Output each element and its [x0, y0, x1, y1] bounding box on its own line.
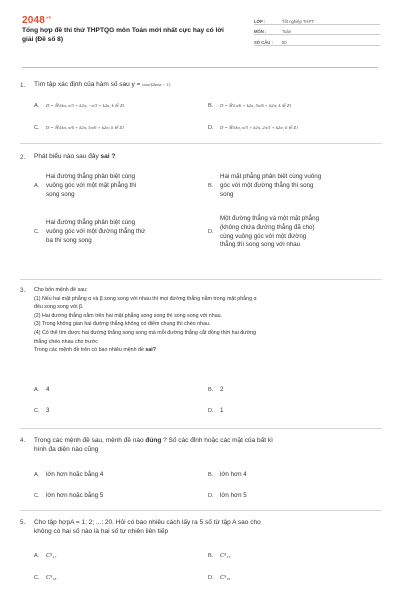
option-c[interactable]: C. C⁵₁₈: [34, 574, 57, 581]
option-b[interactable]: B. 2: [208, 386, 224, 393]
meta-row-count: SỐ CÂU : 50: [254, 35, 380, 46]
question-5: [20, 518, 382, 598]
option-b[interactable]: B. lớn hơn 4: [208, 471, 247, 478]
question-number: 1.: [20, 82, 26, 89]
question-text: Phát biểu nào sau đây sai ?: [34, 153, 116, 160]
option-d[interactable]: D. C⁵₁₆: [208, 574, 231, 581]
option-a[interactable]: A. 4: [34, 386, 50, 393]
option-c[interactable]: C. Hai đường thẳng phân biệt cùng vuông góc với một đường thẳng thứ ba thì song song: [34, 219, 146, 244]
header-divider: [22, 67, 378, 68]
question-number: 2.: [20, 154, 26, 161]
question-divider: [20, 510, 382, 511]
question-number: 4.: [20, 437, 26, 444]
meta-row-subject: MÔN : Toán: [254, 25, 380, 36]
option-d[interactable]: D. D = ℝ\{kπ, π/3 + k2π, 2π/3 + k2π; k ∈ Z}: [208, 125, 298, 131]
option-d[interactable]: D. lớn hơn 5: [208, 492, 247, 499]
question-number: 3.: [20, 287, 26, 294]
question-4: [20, 436, 382, 506]
option-a[interactable]: A. Hai đường thẳng phân biệt cùng vuông góc với một mặt phẳng thì song song: [34, 173, 137, 198]
option-b[interactable]: B. C⁵₁₅: [208, 552, 231, 559]
option-c[interactable]: C. lớn hơn hoặc bằng 5: [34, 492, 104, 499]
question-3: [20, 286, 382, 422]
option-b[interactable]: B. Hai mặt phẳng phân biệt cùng vuông góc với một đường thẳng thì song song: [208, 173, 322, 198]
question-text: Cho bốn mệnh đề sau: (1) Nếu hai mặt phẳng α và β song song với nhau thì mọi đường thẳng nằm trong mặt phẳng α đều song song với β. (2) Hai đường thẳng nằm trên hai mặt phẳng song song thì song song với nhau. (3) Trong không gian hai đường thẳng không có điểm chung thì chéo nhau. (4) Có thể tìm được hai đường thẳng song song mà mỗi đường thẳng cắt đồng thời hai đường thẳng chéo nhau cho trước Trong các mệnh đề trên có bao nhiêu mệnh đề sai?: [34, 287, 257, 354]
question-2: [20, 152, 382, 278]
question-divider: [20, 428, 382, 429]
question-text: Tìm tập xác định của hàm số sau y = cotx/(2sinx − 1): [34, 81, 171, 88]
question-text: Trong các mệnh đề sau, mệnh đề nào đúng ? Số các đỉnh hoặc các mặt của bất kì hình đa diện nào cũng: [34, 437, 273, 453]
question-1: [20, 80, 382, 140]
option-b[interactable]: B. D = ℝ\{π/6 + k2π, 5π/6 + k2π; k ∈ Z}: [208, 103, 292, 109]
meta-row-class: LỚP : Tốt nghiệp THPT: [254, 14, 380, 25]
page-title: Tổng hợp đề thi thử THPTQG môn Toán mới nhất cực hay có lời giải (Đề số 8): [22, 27, 224, 43]
question-text: Cho tập hợpA = 1; 2; ...; 20. Hỏi có bao nhiêu cách lấy ra 5 số từ tập A sao cho không có hai số nào là hai số tự nhiên liên tiếp: [34, 519, 261, 535]
option-d[interactable]: D. 1: [208, 407, 224, 414]
option-a[interactable]: A. D = ℝ\{kπ, π/3 + k2π, −π/3 + k2π, k ∈ Z}: [34, 103, 125, 109]
question-divider: [20, 143, 382, 144]
option-a[interactable]: A. lớn hơn hoặc bằng 4: [34, 471, 104, 478]
option-d[interactable]: D. Một đường thẳng và một mặt phẳng (không chứa đường thẳng đã cho) cùng vuông góc với một đường thẳng thì song song với nhau: [208, 215, 320, 249]
option-c[interactable]: C. D = ℝ\{kπ, π/6 + k2π, 5π/6 + k2π; k ∈ Z}: [34, 125, 124, 131]
question-number: 5.: [20, 519, 26, 526]
site-logo[interactable]: $2048^{.vn}$: [22, 14, 52, 26]
question-divider: [20, 279, 382, 280]
option-a[interactable]: A. C⁵₁₇: [34, 552, 57, 559]
option-c[interactable]: C. 3: [34, 407, 50, 414]
exam-meta: [254, 14, 380, 46]
